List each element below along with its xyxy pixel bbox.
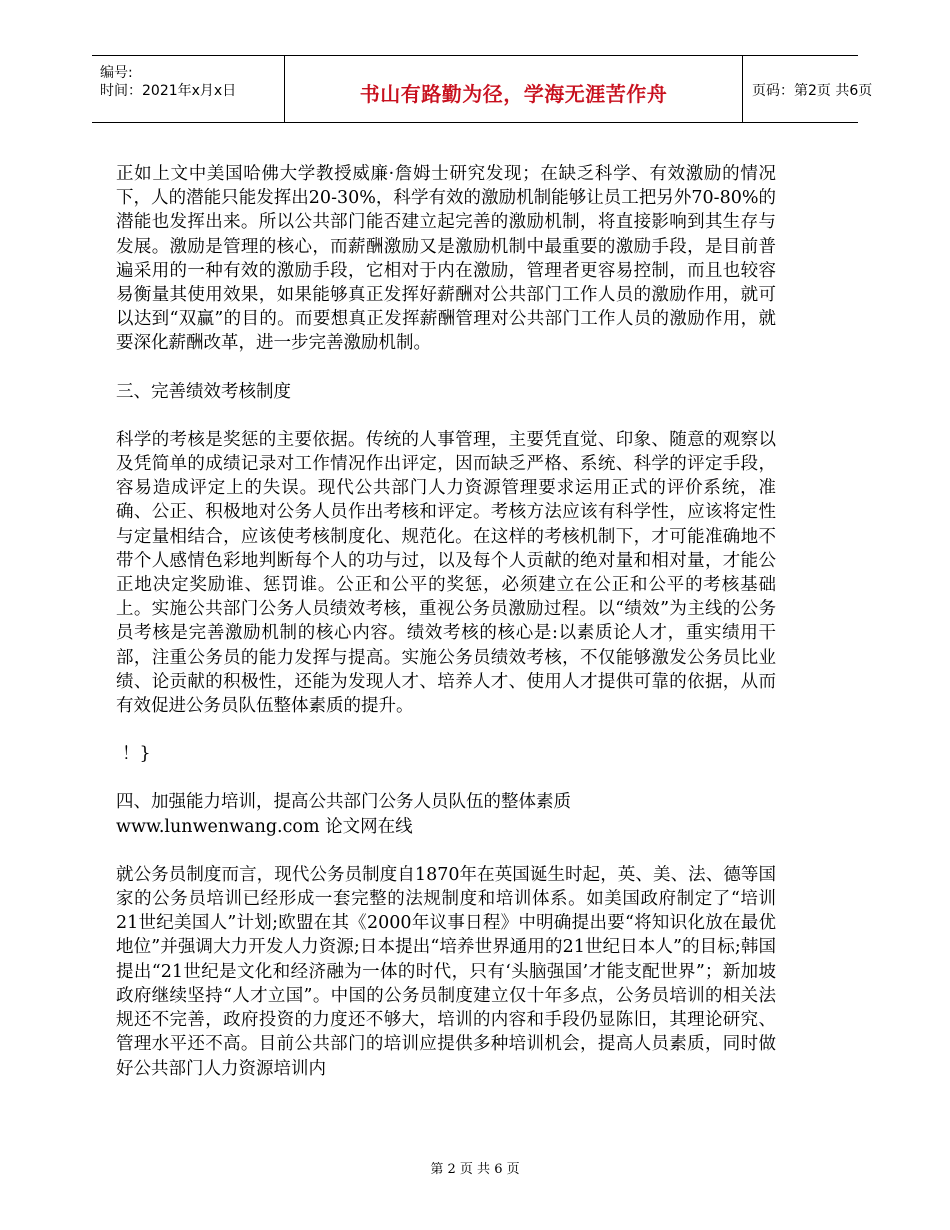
paragraph-incentive: 正如上文中美国哈佛大学教授威廉·詹姆士研究发现；在缺乏科学、有效激励的情况下，人的潜能只能发挥出20-30%，科学有效的激励机制能够让员工把另外70-80%的潜能也发挥出来。所以公共部门能否建立起完善的激励机制，将直接影响到其生存与发展。激励是管理的核心，而薪酬激励又是激励机制中最重要的激励手段，是目前普遍采用的一种有效的激励手段，它相对于内在激励，管理者更容易控制，而且也较容易衡量其使用效果，如果能够真正发挥好薪酬对公共部门工作人员的激励作用，就可以达到“双赢”的目的。而要想真正发挥薪酬管理对公共部门工作人员的激励作用，就要深化薪酬改革，进一步完善激励机制。 bbox=[116, 164, 776, 354]
header-left-cell bbox=[92, 56, 284, 122]
header-motto-cell bbox=[284, 56, 743, 122]
paragraph-training: 就公务员制度而言，现代公务员制度自1870年在英国诞生时起，英、美、法、德等国家的公务员培训已经形成一套完整的法规制度和培训体系。如美国政府制定了“培训21世纪美国人”计划;欧盟在其《2000年议事日程》中明确提出要“将知识化放在最优地位”并强调大力开发人力资源;日本提出“培养世界通用的21世纪日本人”的目标;韩国提出“21世纪是文化和经济融为一体的时代，只有‘头脑强国’才能支配世界”；新加坡政府继续坚持“人才立国”。中国的公务员制度建立仅十年多点，公务员培训的相关法规还不完善，政府投资的力度还不够大，培训的内容和手段仍显陈旧，其理论研究、管理水平还不高。目前公共部门的培训应提供多种培训机会，提高人员素质，同时做好公共部门人力资源培训内 bbox=[116, 864, 776, 1079]
website-line: www.lunwenwang.com 论文网在线 bbox=[116, 816, 413, 837]
header-motto: 书山有路勤为径，学海无涯苦作舟 bbox=[359, 82, 668, 106]
stray-symbols: ！} bbox=[122, 744, 151, 765]
header-right-cell bbox=[742, 56, 873, 122]
page-footer: 第 2 页 共 6 页 bbox=[430, 1162, 520, 1177]
serial-number-label: 编号: bbox=[100, 65, 133, 81]
section-heading-3: 三、完善绩效考核制度 bbox=[116, 381, 291, 402]
time-label: 时间：2021年x月x日 bbox=[100, 83, 237, 99]
section-heading-4: 四、加强能力培训，提高公共部门公务人员队伍的整体素质 bbox=[116, 792, 571, 813]
page-header bbox=[92, 55, 873, 123]
document-body bbox=[116, 162, 776, 1081]
paragraph-performance: 科学的考核是奖惩的主要依据。传统的人事管理，主要凭直觉、印象、随意的观察以及凭简单的成绩记录对工作情况作出评定，因而缺乏严格、系统、科学的评定手段，容易造成评定上的失误。现代公共部门人力资源管理要求运用正式的评价系统，准确、公正、积极地对公务人员作出考核和评定。考核方法应该有科学性，应该将定性与定量相结合，应该使考核制度化、规范化。在这样的考核机制下，才可能准确地不带个人感情色彩地判断每个人的功与过，以及每个人贡献的绝对量和相对量，才能公正地决定奖励谁、惩罚谁。公正和公平的奖惩，必须建立在公正和公平的考核基础上。实施公共部门公务人员绩效考核，重视公务员激励过程。以“绩效”为主线的公务员考核是完善激励机制的核心内容。绩效考核的核心是:以素质论人才，重实绩用干部，注重公务员的能力发挥与提高。实施公务员绩效考核，不仅能够激发公务员比业绩、论贡献的积极性，还能为发现人才、培养人才、使用人才提供可靠的依据，从而有效促进公务员队伍整体素质的提升。 bbox=[116, 429, 776, 717]
header-page-info: 页码：第2页 共6页 bbox=[752, 83, 873, 99]
